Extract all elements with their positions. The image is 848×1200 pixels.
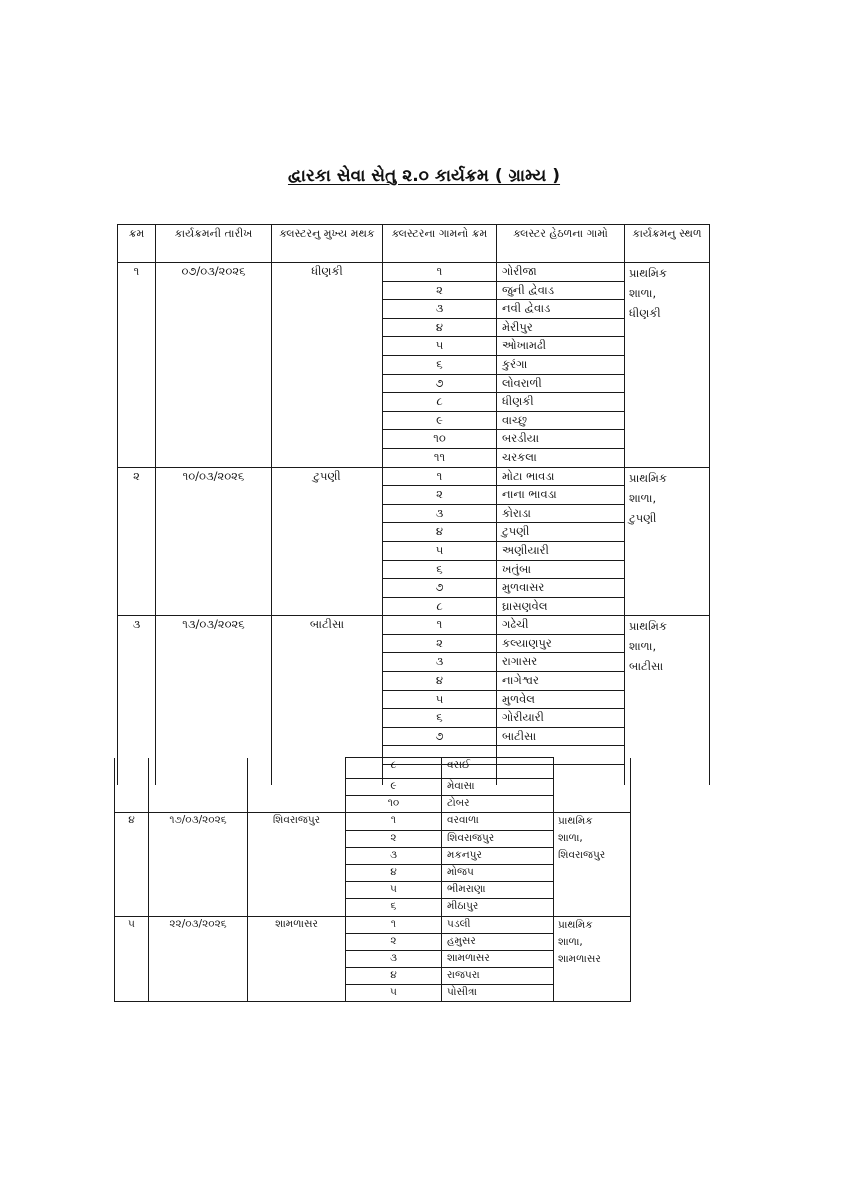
village-name: મોટા ભાવડા [497, 467, 625, 486]
header-village-no: ક્લસ્ટરના ગામનો ક્રમ [383, 225, 497, 263]
village-no: ૨ [383, 281, 497, 300]
header-cluster-hq: ક્લસ્ટરનુ મુખ્ય મથક [272, 225, 383, 263]
cluster-venue [625, 616, 710, 785]
cluster-sr-continued [115, 758, 149, 813]
village-name: ઓખામઢી [497, 337, 625, 356]
venue-line: શાળા, [629, 639, 657, 654]
village-no: ૩ [383, 653, 497, 672]
header-date: કાર્યક્રમની તારીખ [156, 225, 272, 263]
village-name: ધીણકી [497, 393, 625, 412]
village-no: ૩ [346, 950, 442, 967]
village-no: ૯ [346, 779, 442, 796]
village-name: ગઢેચી [497, 616, 625, 635]
village-no: ૬ [383, 355, 497, 374]
table-row [118, 467, 710, 486]
venue-line: પ્રાથમિક [558, 815, 593, 828]
village-no: ૨ [346, 933, 442, 950]
table-row [115, 758, 631, 779]
village-no: ૪ [383, 318, 497, 337]
cluster-hq: બાટીસા [272, 616, 383, 785]
cluster-sr: ૩ [118, 616, 156, 785]
village-no: ૭ [383, 727, 497, 746]
village-name: કલ્યાણપુર [497, 634, 625, 653]
village-no: ૨ [346, 830, 442, 847]
village-no: ૫ [346, 882, 442, 899]
cluster-date: ૧૭/૦૩/૨૦૨૬ [149, 813, 248, 916]
village-no: ૧૧ [383, 448, 497, 467]
venue-line: પ્રાથમિક [629, 266, 667, 280]
cluster-hq: ટુપણી [272, 467, 383, 616]
header-row [118, 225, 710, 263]
village-name: શામળાસર [442, 950, 554, 967]
village-no: ૩ [346, 847, 442, 864]
village-name: મેવાસા [442, 779, 554, 796]
cluster-venue [625, 467, 710, 616]
village-no: ૧ [383, 467, 497, 486]
table-row [115, 916, 631, 933]
village-no: ૮ [346, 758, 442, 779]
cluster-hq: શિવરાજપુર [248, 813, 346, 916]
cluster-date: ૨૨/૦૩/૨૦૨૬ [149, 916, 248, 1002]
village-name: અણીયારી [497, 541, 625, 560]
page-title: દ્વારકા સેવા સેતુ ૨.૦ કાર્યક્રમ ( ગ્રામ્ય ) [287, 166, 561, 186]
village-no: ૭ [383, 579, 497, 598]
village-name: ગોરીયારી [497, 709, 625, 728]
village-no: ૬ [383, 709, 497, 728]
village-no: ૧ [346, 813, 442, 830]
cluster-hq: શામળાસર [248, 916, 346, 1002]
village-name: પોસીત્રા [442, 985, 554, 1002]
venue-line: બાટીસા [629, 659, 664, 674]
table-row [118, 263, 710, 282]
village-name: ગોરીજા [497, 263, 625, 282]
village-name: કોરાડા [497, 504, 625, 523]
village-name: વરવાળા [442, 813, 554, 830]
village-no: ૧૦ [383, 430, 497, 449]
village-name: ખતુંબા [497, 560, 625, 579]
village-no: ૨ [383, 634, 497, 653]
cluster-date: ૦૭/૦૩/૨૦૨૬ [156, 263, 272, 468]
village-name: કુરંગા [497, 355, 625, 374]
village-no: ૪ [346, 968, 442, 985]
village-name: વસઈ [442, 758, 554, 779]
village-no: ૧ [383, 263, 497, 282]
venue-line: શાળા, [558, 832, 583, 845]
village-name: નાના ભાવડા [497, 486, 625, 505]
venue-line: ટુપણી [629, 510, 657, 525]
village-no: ૧૦ [346, 796, 442, 813]
village-name: વાચ્છુ [497, 411, 625, 430]
village-no: ૫ [383, 541, 497, 560]
village-name: નાગેશ્વર [497, 672, 625, 691]
village-no: ૬ [346, 899, 442, 916]
venue-line: ધીણકી [629, 306, 661, 320]
cluster-venue-continued [554, 758, 631, 813]
schedule-table-part-1 [117, 224, 710, 785]
cluster-sr: ૫ [115, 916, 149, 1002]
cluster-sr: ૧ [118, 263, 156, 468]
cluster-date-continued [149, 758, 248, 813]
village-no: ૯ [383, 411, 497, 430]
village-no: ૪ [383, 672, 497, 691]
venue-line: શાળા, [629, 286, 657, 300]
village-no: ૪ [383, 523, 497, 542]
village-no: ૫ [383, 690, 497, 709]
cluster-sr: ૪ [115, 813, 149, 916]
village-name: શિવરાજપુર [442, 830, 554, 847]
village-name: જુની દ્વેવાડ [497, 281, 625, 300]
cluster-date: ૧૩/૦૩/૨૦૨૬ [156, 616, 272, 785]
venue-line: શામળાસર [558, 952, 601, 965]
village-name: મુળવાસર [497, 579, 625, 598]
village-name: બાટીસા [497, 727, 625, 746]
village-no: ૩ [383, 300, 497, 319]
village-no: ૮ [383, 393, 497, 412]
cluster-sr: ૨ [118, 467, 156, 616]
venue-line: શિવરાજપુર [558, 849, 606, 862]
village-no: ૩ [383, 504, 497, 523]
village-name: ટોબર [442, 796, 554, 813]
village-name: ભીમરાણા [442, 882, 554, 899]
venue-line: શાળા, [558, 935, 583, 948]
village-name: પડલી [442, 916, 554, 933]
village-no: ૪ [346, 864, 442, 881]
village-name: મોજપ [442, 864, 554, 881]
cluster-hq-continued [248, 758, 346, 813]
village-name: મકનપુર [442, 847, 554, 864]
village-name: મીઠાપુર [442, 899, 554, 916]
village-name: રાજપરા [442, 968, 554, 985]
header-venue: કાર્યક્રમનુ સ્થળ [625, 225, 710, 263]
cluster-venue [554, 916, 631, 1002]
village-no: ૮ [383, 597, 497, 616]
village-name: બરડીયા [497, 430, 625, 449]
venue-line: પ્રાથમિક [629, 470, 667, 485]
village-name: હમુસર [442, 933, 554, 950]
village-name: રાગાસર [497, 653, 625, 672]
venue-line: પ્રાથમિક [558, 918, 593, 931]
village-name: મુળવેલ [497, 690, 625, 709]
village-name: નવી દ્વેવાડ [497, 300, 625, 319]
cluster-venue [554, 813, 631, 916]
cluster-date: ૧૦/૦૩/૨૦૨૬ [156, 467, 272, 616]
venue-line: પ્રાથમિક [629, 619, 667, 634]
village-no: ૫ [346, 985, 442, 1002]
header-villages: ક્લસ્ટર હેઠળના ગામો [497, 225, 625, 263]
table-row [115, 813, 631, 830]
header-sr: ક્રમ [118, 225, 156, 263]
venue-line: શાળા, [629, 490, 657, 505]
village-no: ૨ [383, 486, 497, 505]
table-row [118, 616, 710, 635]
cluster-venue [625, 263, 710, 468]
cluster-hq: ધીણકી [272, 263, 383, 468]
village-name: લોવરાળી [497, 374, 625, 393]
village-name: મેરીપુર [497, 318, 625, 337]
village-no: ૫ [383, 337, 497, 356]
village-name: ચરકલા [497, 448, 625, 467]
schedule-table-part-2 [114, 757, 631, 1002]
village-no: ૬ [383, 560, 497, 579]
village-name: ઘ્રાસણવેલ [497, 597, 625, 616]
village-no: ૭ [383, 374, 497, 393]
village-no: ૧ [346, 916, 442, 933]
village-name: ટુપણી [497, 523, 625, 542]
village-no: ૧ [383, 616, 497, 635]
